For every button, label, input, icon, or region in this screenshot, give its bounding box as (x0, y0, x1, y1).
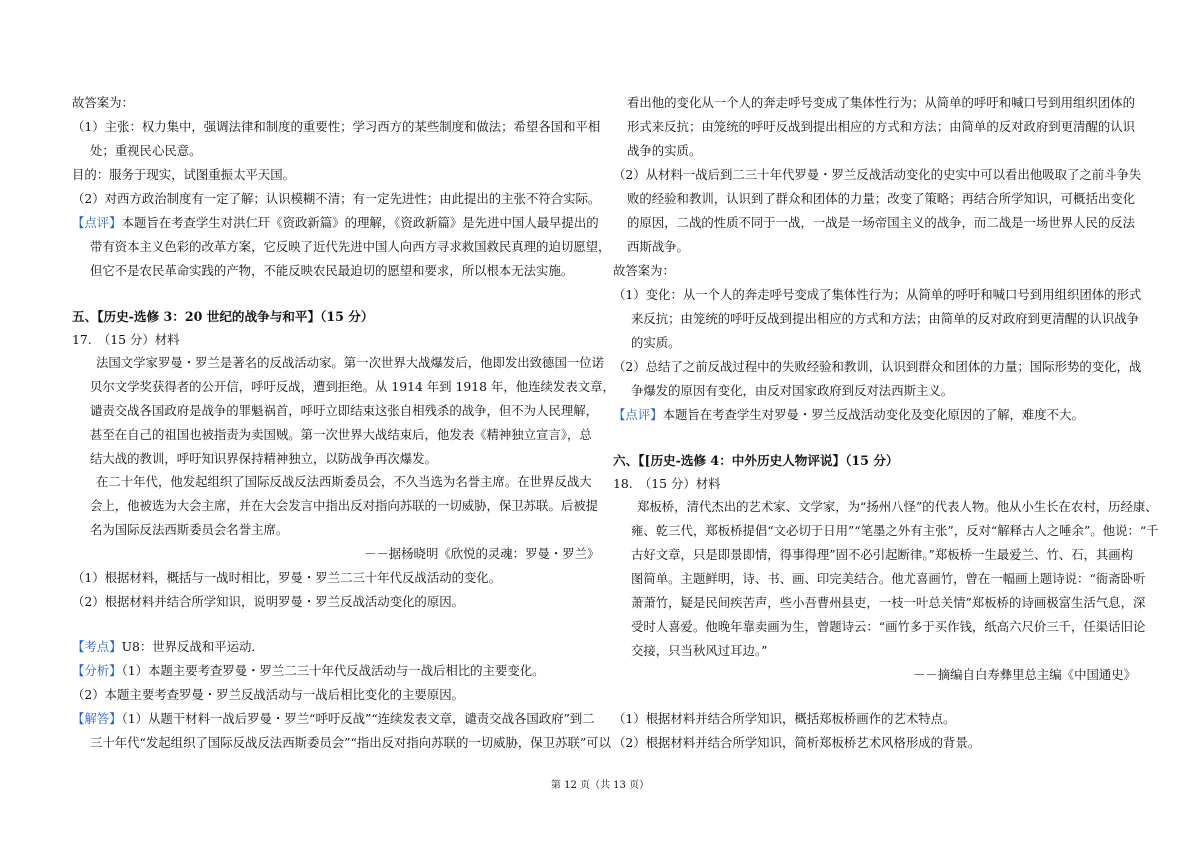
material-source: －－摘编自白寿彝里总主编《中国通史》 (913, 667, 1137, 682)
material-line: 法国文学家罗曼・罗兰是著名的反战活动家。第一次世界大战爆发后，他即发出致德国一位诺 (96, 355, 605, 370)
answer-line: （1）变化：从一个人的奔走呼号变成了集体性行为；从简单的呼吁和喊口号到用组织团体的形式 (613, 287, 1142, 302)
sub-question: （2）根据材料并结合所学知识，简析郑板桥艺术风格形成的背景。 (613, 735, 981, 750)
knowledge-tag: 【考点】 (72, 639, 122, 654)
answer-line: （2）总结了之前反战过程中的失败经验和教训，认识到群众和团体的力量；国际形势的变化，战 (613, 359, 1142, 374)
answer-line: （1）主张：权力集中，强调法律和制度的重要性；学习西方的某些制度和做法；希望各国和平相 (72, 119, 601, 134)
solution-line: 形式来反抗；由笼统的呼吁反战到提出相应的方式和方法；由简单的反对政府到更清醒的认识 (627, 119, 1136, 134)
solution-line: 看出他的变化从一个人的奔走呼号变成了集体性行为；从简单的呼吁和喊口号到用组织团体的 (627, 95, 1136, 110)
material-line: 名为国际反法西斯委员会名誉主席。 (90, 522, 289, 537)
question-17: 17. （15 分）材料 (72, 332, 180, 347)
sub-question: （1）根据材料，概括与一战时相比，罗曼・罗兰二三十年代反战活动的变化。 (72, 570, 502, 585)
material-line: 交接，只当秋风过耳边。” (631, 643, 768, 658)
solution-line: 的原因，二战的性质不同于一战，一战是一场帝国主义的战争，而二战是一场世界人民的反法 (627, 215, 1136, 230)
material-line: 会上，他被选为大会主席，并在大会发言中指出反对指向苏联的一切威胁，保卫苏联。后被提 (90, 498, 599, 513)
answer-intro: 故答案为： (72, 95, 134, 110)
material-line: 甚至在自己的祖国也被指责为卖国贼。第一次世界大战结束后，他发表《精神独立宣言》，总 (90, 427, 592, 442)
analysis-tag: 【分析】 (72, 663, 122, 678)
comment-line: 【点评】本题旨在考查学生对洪仁玕《资政新篇》的理解，《资政新篇》是先进中国人最早提出的 (72, 215, 599, 230)
solution-line: （2）从材料一战后到二三十年代罗曼・罗兰反战活动变化的史实中可以看出他吸取了之前斗争失 (613, 167, 1142, 182)
material-line: 图简单。主题鲜明，诗、书、画、印完美结合。他尤喜画竹，曾在一幅画上题诗说：“衙斋卧听 (631, 571, 1146, 586)
material-line: 贝尔文学奖获得者的公开信，呼吁反战，遭到拒绝。从 1914 年到 1918 年，他连续发表文章， (90, 379, 615, 394)
comment-tag: 【点评】 (72, 215, 122, 230)
analysis-line: 【分析】（1）本题主要考查罗曼・罗兰二三十年代反战活动与一战后相比的主要变化。 (72, 663, 545, 678)
answer-line: 处；重视民心民意。 (90, 143, 202, 158)
analysis-line: （2）本题主要考查罗曼・罗兰反战活动与一战后相比变化的主要原因。 (72, 687, 464, 702)
solution-line: 西斯战争。 (627, 239, 689, 254)
material-line: 结大战的教训，呼吁知识界保持精神独立，以防战争再次爆发。 (90, 451, 437, 466)
material-line: 萧萧竹，疑是民间疾苦声，些小吾曹州县吏，一枝一叶总关情”郑板桥的诗画极富生活气息，深 (631, 595, 1146, 610)
knowledge-point: 【考点】U8：世界反战和平运动． (72, 639, 264, 654)
section-heading-6: 六、【[历史-选修 4：中外历史人物评说】（15 分） (613, 453, 899, 468)
answer-line: 争爆发的原因有变化，由反对国家政府到反对法西斯主义。 (631, 383, 954, 398)
answer-line: 的实质。 (631, 335, 681, 350)
page-number-footer: 第 12 页（共 13 页） (550, 780, 650, 791)
comment-line: 带有资本主义色彩的改革方案，它反映了近代先进中国人向西方寻求救国救民真理的迫切愿望， (90, 239, 611, 254)
section-heading-5: 五、【历史-选修 3：20 世纪的战争与和平】（15 分） (72, 309, 374, 324)
comment-tag: 【点评】 (613, 407, 663, 422)
answer-line: 目的：服务于现实，试图重振太平天国。 (72, 167, 296, 182)
material-line: 谴责交战各国政府是战争的罪魁祸首，呼吁立即结束这张自相残杀的战争，但不为人民理解， (90, 403, 599, 418)
comment-line: 但它不是农民革命实践的产物，不能反映农民最迫切的愿望和要求，所以根本无法实施。 (90, 263, 574, 278)
material-source: －－据杨晓明《欣悦的灵魂：罗曼・罗兰》 (364, 546, 600, 561)
solution-line: 三十年代“发起组织了国际反战反法西斯委员会”“指出反对指向苏联的一切威胁，保卫苏联”可以 (90, 735, 611, 750)
answer-line: （2）对西方政治制度有一定了解；认识模糊不清；有一定先进性；由此提出的主张不符合实际。 (72, 191, 601, 206)
material-line: 受时人喜爱。他晚年靠卖画为生，曾题诗云：“画竹多于买作钱，纸高六尺价三千，任渠话旧论 (631, 619, 1146, 634)
material-line: 雍、乾三代，郑板桥提倡“文必切于日用”“笔墨之外有主张”，反对“解释古人之唾余”。他说：“千 (631, 523, 1159, 538)
solution-line: 战争的实质。 (627, 143, 702, 158)
question-18: 18. （15 分）材料 (613, 476, 721, 491)
answer-line: 来反抗；由笼统的呼吁反战到提出相应的方式和方法；由简单的反对政府到更清醒的认识战争 (631, 311, 1140, 326)
solution-line: 【解答】（1）从题干材料一战后罗曼・罗兰“呼吁反战”“连续发表文章，谴责交战各国政府”到二 (72, 711, 595, 726)
answer-intro: 故答案为： (613, 263, 675, 278)
sub-question: （2）根据材料并结合所学知识，说明罗曼・罗兰反战活动变化的原因。 (72, 594, 464, 609)
sub-question: （1）根据材料并结合所学知识，概括郑板桥画作的艺术特点。 (613, 711, 956, 726)
material-line: 古好文章，只是即景即情，得事得理”固不必引起断律。”郑板桥一生最爱兰、竹、石，其画构 (631, 547, 1134, 562)
comment-line: 【点评】本题旨在考查学生对罗曼・罗兰反战活动变化及变化原因的了解，难度不大。 (613, 407, 1084, 422)
solution-tag: 【解答】 (72, 711, 122, 726)
material-line: 在二十年代，他发起组织了国际反战反法西斯委员会，不久当选为名誉主席。在世界反战大 (96, 474, 592, 489)
solution-line: 败的经验和教训，认识到了群众和团体的力量；改变了策略；再结合所学知识，可概括出变化 (627, 191, 1136, 206)
material-line: 郑板桥，清代杰出的艺术家、文学家，为“扬州八怪”的代表人物。他从小生长在农村，历经康、 (637, 499, 1158, 514)
